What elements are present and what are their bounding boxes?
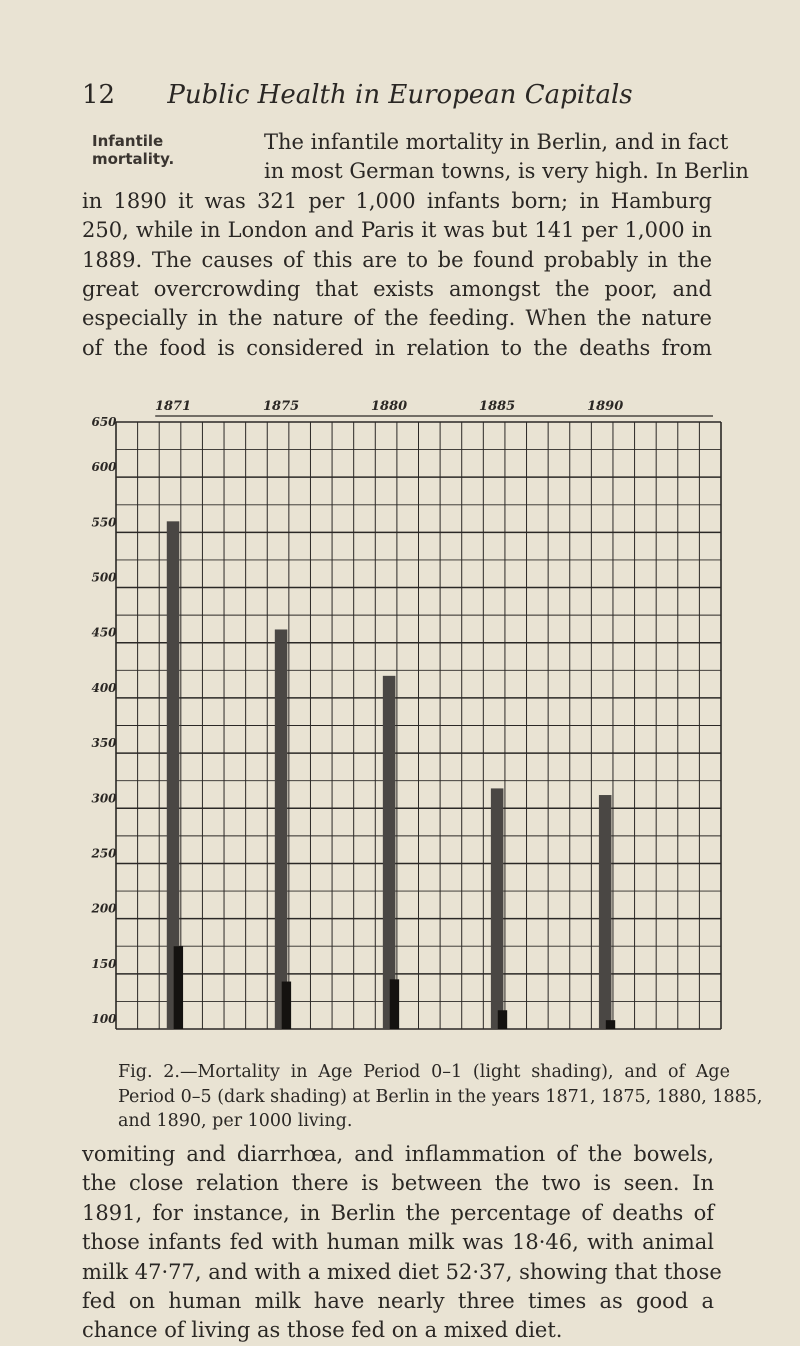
text-line: in most German towns, is very high. In Berlin	[264, 159, 749, 184]
y-tick-label: 450	[91, 625, 117, 640]
mortality-chart	[80, 390, 740, 1050]
text-line: the close relation there is between the two is seen. In	[82, 1171, 714, 1196]
y-tick-label: 300	[91, 791, 117, 806]
x-tick-label: 1871	[154, 399, 192, 414]
text-line: 250, while in London and Paris it was but 141 per 1,000 in	[82, 218, 712, 243]
y-tick-label: 350	[91, 736, 117, 751]
bar-dark-1890	[606, 1020, 615, 1029]
paragraph-1	[82, 128, 749, 363]
text-line: The infantile mortality in Berlin, and in fact	[264, 130, 729, 154]
text-line: especially in the nature of the feeding. When the nature	[82, 306, 712, 331]
x-tick-label: 1880	[371, 399, 408, 414]
page-number: 12	[82, 80, 116, 110]
y-tick-label: 500	[91, 570, 117, 585]
caption-line: Fig. 2.—Mortality in Age Period 0–1 (light shading), and of Age	[118, 1062, 730, 1082]
y-tick-label: 400	[91, 680, 117, 695]
x-tick-label: 1885	[479, 399, 516, 414]
caption-line: Period 0–5 (dark shading) at Berlin in the years 1871, 1875, 1880, 1885,	[118, 1086, 763, 1107]
bar-dark-1885	[498, 1010, 507, 1029]
y-tick-label: 650	[91, 415, 117, 429]
y-tick-label: 200	[91, 901, 117, 916]
x-tick-label: 1890	[587, 399, 624, 414]
margin-note-line: Infantile	[92, 132, 164, 150]
bar-light-1885	[491, 788, 504, 1029]
paragraph-2	[82, 1140, 722, 1346]
bar-dark-1875	[282, 982, 291, 1029]
y-tick-label: 100	[91, 1012, 117, 1026]
text-line: 1889. The causes of this are to be found probably in the	[82, 247, 712, 272]
text-line: great overcrowding that exists amongst the poor, and	[82, 277, 712, 302]
text-line: vomiting and diarrhœa, and inflammation of the bowels,	[82, 1142, 714, 1166]
text-line: in 1890 it was 321 per 1,000 infants born; in Hamburg	[82, 188, 712, 213]
bar-light-1890	[599, 795, 612, 1029]
figure-caption	[118, 1060, 763, 1134]
text-line: milk 47·77, and with a mixed diet 52·37, showing that those	[82, 1259, 722, 1284]
running-title: Public Health in European Capitals	[167, 80, 633, 110]
text-line: those infants fed with human milk was 18·46, with animal	[82, 1230, 714, 1255]
margin-note-line: mortality.	[92, 150, 175, 168]
bar-dark-1871	[174, 946, 183, 1029]
bar-light-1875	[275, 629, 288, 1029]
bar-light-1880	[383, 676, 396, 1029]
y-tick-label: 600	[91, 460, 117, 475]
caption-line: and 1890, per 1000 living.	[118, 1111, 353, 1131]
x-tick-label: 1875	[262, 399, 300, 414]
text-line: chance of living as those fed on a mixed diet.	[82, 1318, 563, 1343]
y-tick-label: 250	[91, 846, 117, 861]
text-line: of the food is considered in relation to the deaths from	[82, 335, 712, 360]
y-tick-label: 550	[91, 515, 117, 530]
bar-dark-1880	[390, 979, 399, 1029]
text-line: fed on human milk have nearly three times as good a	[82, 1289, 714, 1314]
text-line: 1891, for instance, in Berlin the percentage of deaths of	[82, 1200, 714, 1225]
y-tick-label: 150	[91, 956, 117, 971]
